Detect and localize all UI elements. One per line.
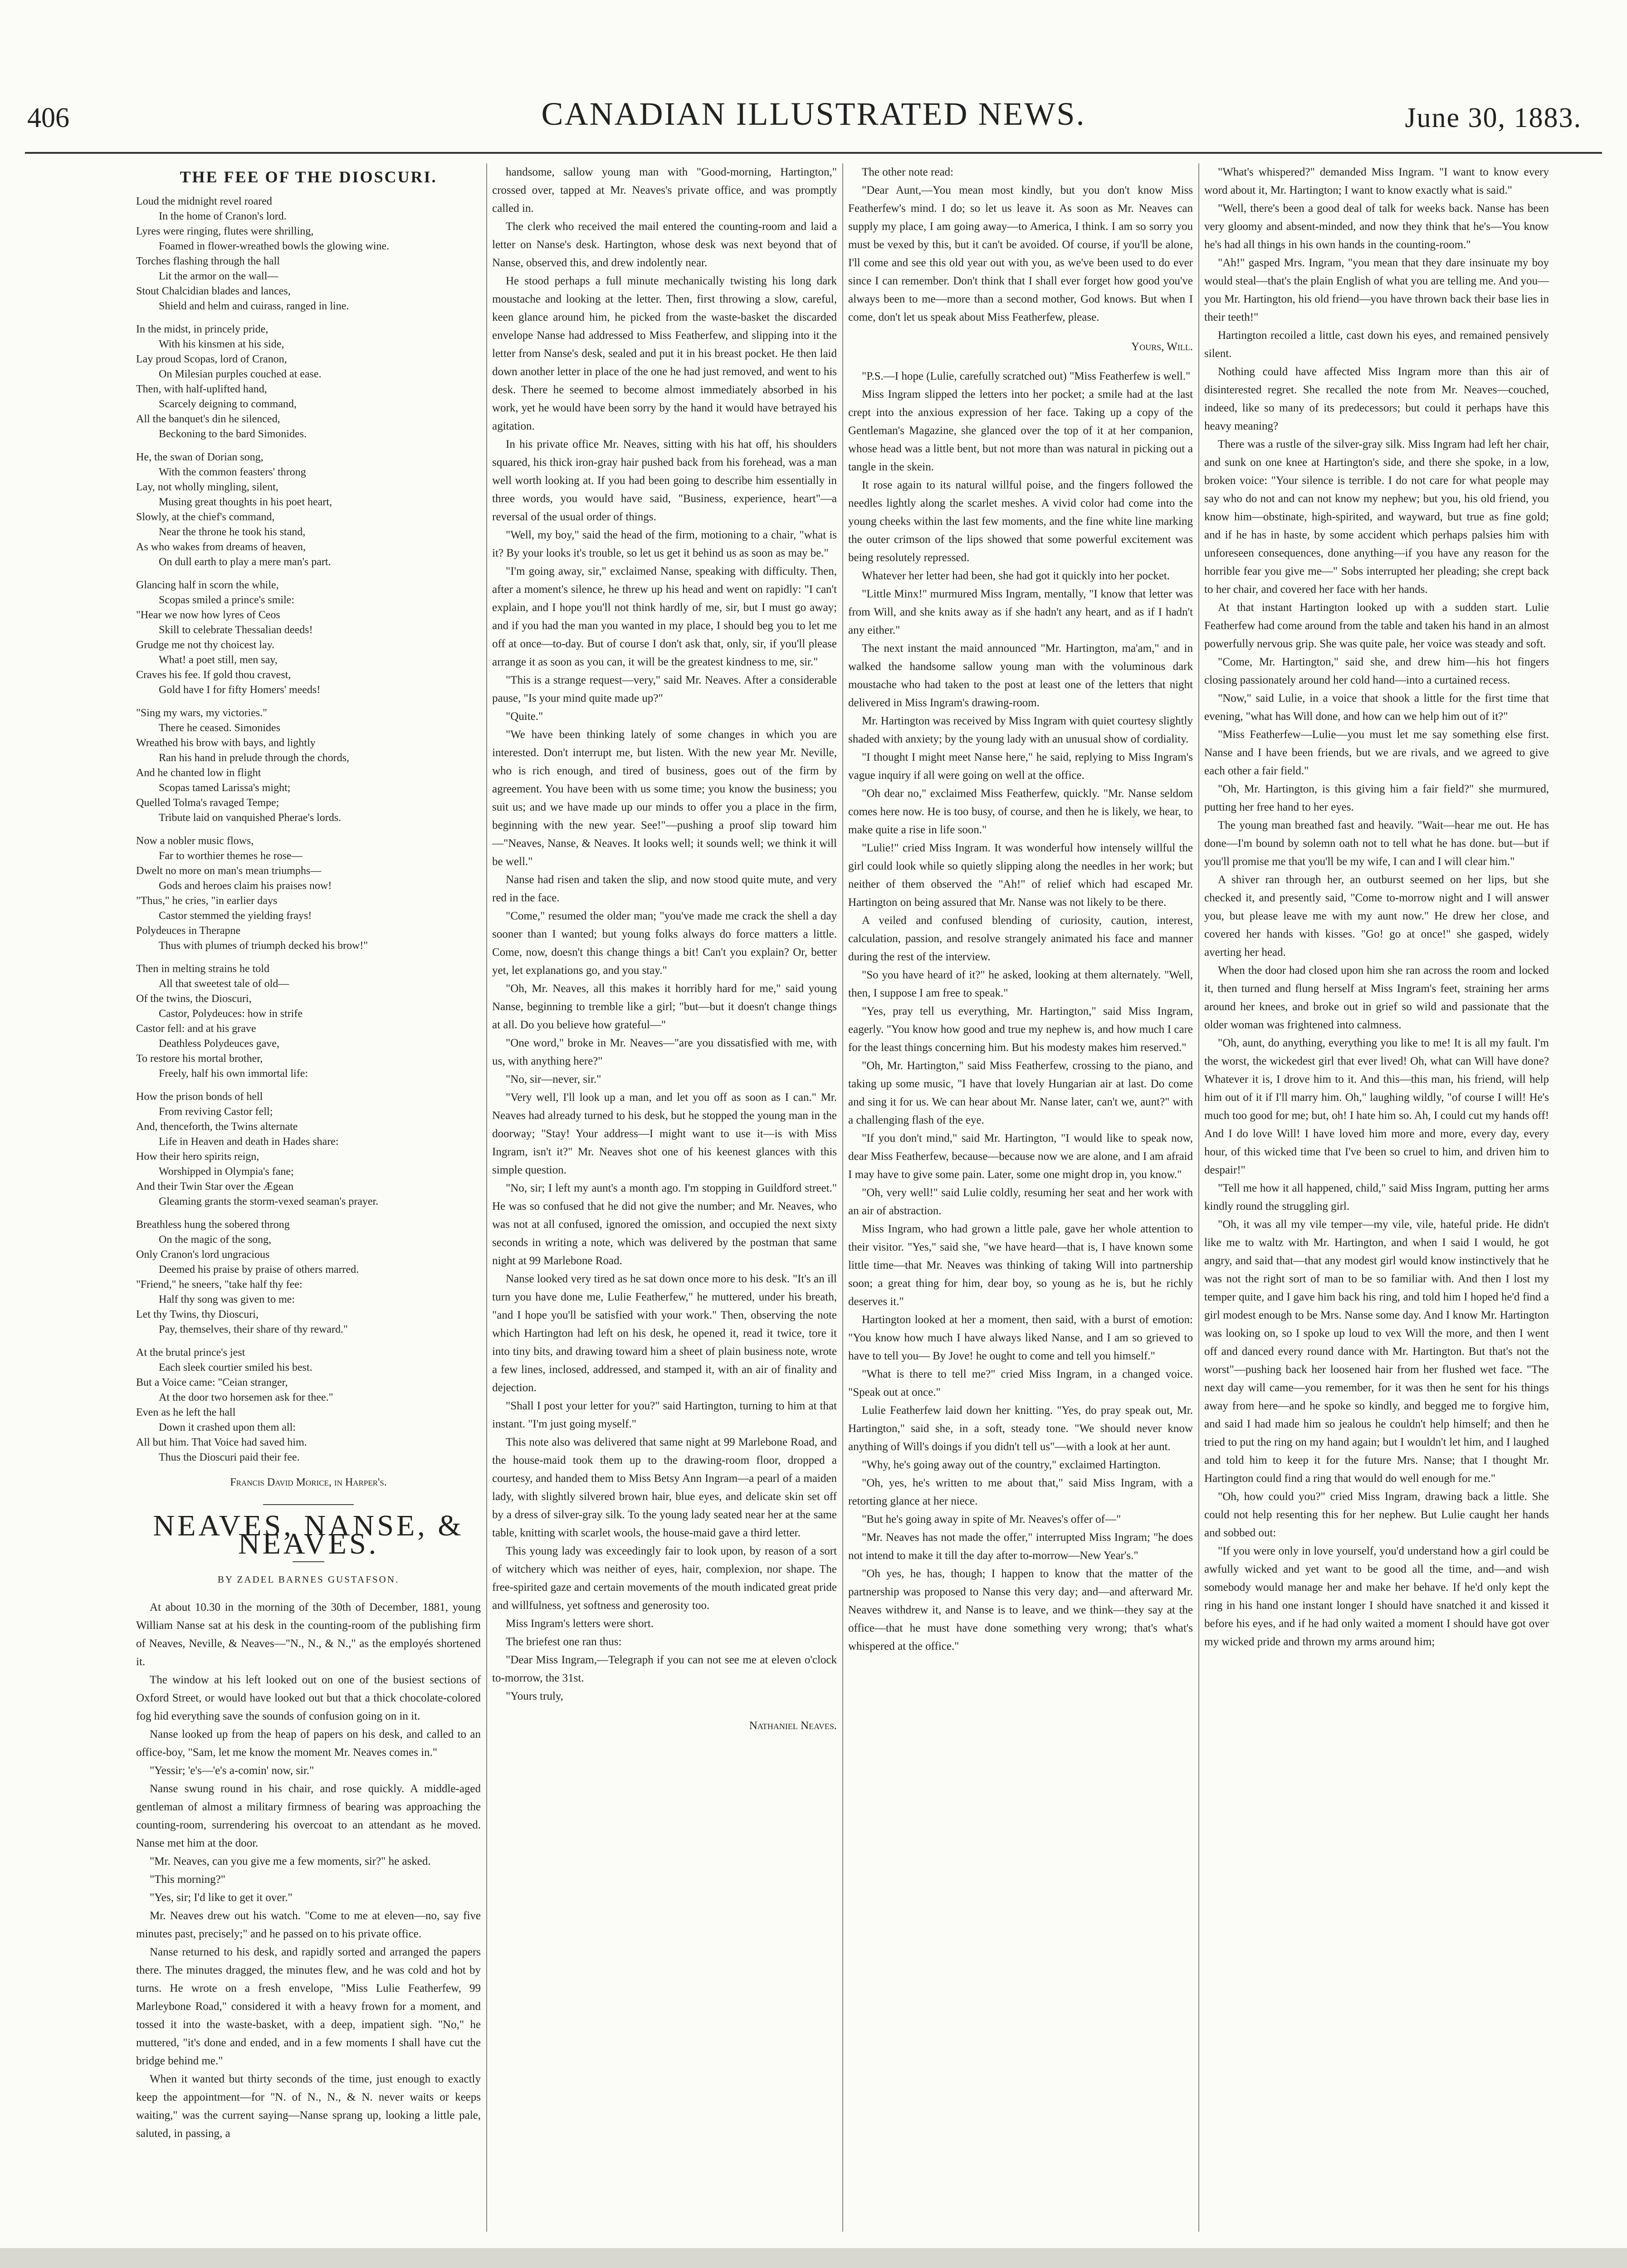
story-paragraph: When it wanted but thirty seconds of the time, just enough to exactly keep the appointment—for "N. of N., N., & N. never waits or keeps waiting," was the current saying—Nanse sprang up, looking a little pale, saluted, in passing, a bbox=[136, 2073, 481, 2140]
poem-line: With his kinsmen at his side, bbox=[159, 338, 284, 350]
story-paragraph: A shiver ran through her, an outburst seemed on her lips, but she checked it, and presently said, "Come to-morrow night and I will answer you, but please leave me with my aunt now." He drew her close, and covered her hands with kisses. "Go! go at once!" she gasped, widely averting her head. bbox=[1204, 874, 1549, 958]
story-text-col3 bbox=[848, 163, 1193, 1656]
story-paragraph: "Dear Aunt,—You mean most kindly, but you don't know Miss Featherfew's mind. I do; so let us leave it. As soon as Mr. Neaves can supply my place, I am going away—to America, I think. I am so sorry you must be vexed by this, but it can't be avoided. Of course, if you'll be alone, I'll come and see this old year out with you, as we've been used to do ever since I can remember. Don't think that I shall ever forget how good you've always been to me—more than a second mother, God knows. But when I come, don't let us speak about Miss Featherfew, please. bbox=[848, 184, 1193, 323]
column-divider bbox=[486, 163, 487, 2232]
story-paragraph: "What is there to tell me?" cried Miss Ingram, in a changed voice. "Speak out at once." bbox=[848, 1368, 1193, 1398]
story-paragraph: "Oh, how could you?" cried Miss Ingram, drawing back a little. She could not help resenting this for her nephew. But Lulie caught her hands and sobbed out: bbox=[1204, 1491, 1549, 1539]
poem-line: Gods and heroes claim his praises now! bbox=[159, 880, 332, 892]
story-paragraph: Nanse looked up from the heap of papers on his desk, and called to an office-boy, "Sam, let me know the moment Mr. Neaves comes in." bbox=[136, 1728, 481, 1759]
story-paragraph: Whatever her letter had been, she had got it quickly into her pocket. bbox=[862, 570, 1170, 582]
story-paragraph: "But he's going away in spite of Mr. Neaves's offer of—" bbox=[862, 1513, 1121, 1525]
story-paragraph: "Quite." bbox=[506, 710, 543, 723]
story-paragraph: "Oh yes, he has, though; I happen to know that the matter of the partnership was proposed to Nanse this very day; and—and afterward Mr. Neaves withdrew it, and Nanse is to leave, and we think—they say at the office—that he must have done something very wrong; that's what's whispered at the office." bbox=[848, 1568, 1193, 1652]
poem-line: All the banquet's din he silenced, bbox=[136, 413, 280, 425]
story-paragraph: "I'm going away, sir," exclaimed Nanse, speaking with difficulty. Then, after a moment's silence, he threw up his head and went on rapidly: "I can't explain, and I hope you'll not think hardly of me, sir, but I must go away; and if you had the man you wanted in my place, I should beg you to let me off at once—to-day. But of course I don't ask that, only, sir, if you'll please arrange it as soon as you can, it will be the greatest kindness to me, sir." bbox=[492, 565, 837, 668]
poem-line: Even as he left the hall bbox=[136, 1407, 236, 1418]
story-title: NEAVES, NANSE, & NEAVES. bbox=[153, 1509, 464, 1560]
column-2 bbox=[492, 163, 837, 2232]
poem-line: Freely, half his own immortal life: bbox=[159, 1068, 308, 1080]
poem-line: Lyres were ringing, flutes were shrilling, bbox=[136, 225, 314, 237]
poem-line: At the brutal prince's jest bbox=[136, 1347, 245, 1359]
story-paragraph: "Oh, Mr. Hartington, is this giving him a fair field?" she murmured, putting her free hand to her eyes. bbox=[1204, 783, 1549, 813]
story-paragraph: The briefest one ran thus: bbox=[506, 1636, 622, 1648]
poem-line: But a Voice came: "Ceian stranger, bbox=[136, 1377, 288, 1388]
story-paragraph: "Well, my boy," said the head of the firm, motioning to a chair, "what is it? By your looks it's trouble, so let us get it behind us as soon as may be." bbox=[492, 529, 837, 559]
poem-line: How the prison bonds of hell bbox=[136, 1091, 263, 1103]
story-paragraph: "Yes, pray tell us everything, Mr. Hartington," said Miss Ingram, eagerly. "You know how good and true my nephew is, and how much I care for the least things concerning him. But his modesty makes him reserved." bbox=[848, 1005, 1193, 1054]
poem-stanza bbox=[136, 450, 481, 570]
poem-line: In the home of Cranon's lord. bbox=[159, 210, 287, 222]
story-paragraph: The other note read: bbox=[862, 166, 953, 178]
poem-line: Grudge me not thy choicest lay. bbox=[136, 639, 275, 651]
poem-line: Castor stemmed the yielding frays! bbox=[159, 910, 312, 922]
poem-line: On dull earth to play a mere man's part. bbox=[159, 556, 331, 568]
poem-line: How their hero spirits reign, bbox=[136, 1151, 259, 1163]
story-text-col4 bbox=[1204, 163, 1549, 1651]
story-paragraph: "Yes, sir; I'd like to get it over." bbox=[150, 1892, 293, 1904]
story-paragraph: "This is a strange request—very," said Mr. Neaves. After a considerable pause, "Is your mind quite made up?" bbox=[492, 674, 837, 704]
story-paragraph: "What's whispered?" demanded Miss Ingram. "I want to know every word about it, Mr. Hartington; I want to know exactly what is said." bbox=[1204, 166, 1549, 196]
poem-stanza bbox=[136, 194, 481, 314]
column-1 bbox=[136, 163, 481, 2232]
story-paragraph: A veiled and confused blending of curiosity, caution, interest, calculation, passion, and resolve strangely animated his face and manner during the rest of the interview. bbox=[848, 914, 1193, 963]
poem-line: Each sleek courtier smiled his best. bbox=[159, 1362, 313, 1374]
poem-line: Glancing half in scorn the while, bbox=[136, 579, 279, 591]
poem-line: He, the swan of Dorian song, bbox=[136, 451, 264, 463]
story-paragraph: Mr. Hartington was received by Miss Ingram with quiet courtesy slightly shaded with anxiety; by the young lady with an unusual show of cordiality. bbox=[848, 715, 1193, 745]
poem-stanza bbox=[136, 1345, 481, 1465]
poem-line: Worshipped in Olympia's fane; bbox=[159, 1166, 294, 1178]
signature: Nathaniel Neaves. bbox=[749, 1720, 837, 1732]
poem-line: "Hear we now how lyres of Ceos bbox=[136, 609, 280, 621]
poem-line: Lit the armor on the wall— bbox=[159, 270, 278, 282]
column-4 bbox=[1204, 163, 1549, 2232]
poem-body bbox=[136, 194, 481, 1465]
poem-line: Deathless Polydeuces gave, bbox=[159, 1038, 279, 1050]
issue-date: June 30, 1883. bbox=[1405, 103, 1582, 133]
poem-line: Lay, not wholly mingling, silent, bbox=[136, 481, 278, 493]
poem-line: Scopas tamed Larissa's might; bbox=[159, 782, 291, 794]
poem-line: Pay, themselves, their share of thy reward." bbox=[159, 1324, 348, 1335]
story-paragraph: "No, sir; I left my aunt's a month ago. I'm stopping in Guildford street." He was so confused that he did not give the number; and Mr. Neaves, who was not at all confused, ignored the omission, and occupied the next sixty seconds in writing a note, which was delivered by the postman that same night at 99 Marlebone Road. bbox=[492, 1182, 837, 1267]
story-byline: BY ZADEL BARNES GUSTAFSON. bbox=[217, 1574, 400, 1585]
poem-line: Let thy Twins, thy Dioscuri, bbox=[136, 1309, 259, 1320]
poem-line: Skill to celebrate Thessalian deeds! bbox=[159, 624, 313, 636]
poem-line: Torches flashing through the hall bbox=[136, 255, 280, 267]
story-paragraph: The next instant the maid announced "Mr. Hartington, ma'am," and in walked the handsome sallow young man with the voluminous dark moustache who had taken to the post at least one of the letters that night delivered in Miss Ingram's drawing-room. bbox=[848, 642, 1193, 709]
story-paragraph: Miss Ingram's letters were short. bbox=[506, 1618, 654, 1630]
story-paragraph: There was a rustle of the silver-gray silk. Miss Ingram had left her chair, and sunk on one knee at Hartington's side, and there she spoke, in a low, broken voice: "Your silence is terrible. I do not care for what people may say who do not and can not know my nephew; but you, his old friend, you know him—obstinate, high-spirited, and wayward, but true as fine gold; and if he has in haste, by some accident which perhaps palsies him with unforeseen consequences, done anything—if you have any reason for the horrible fear you give me—" Sobs interrupted her pleading; she crept back to her chair, and covered her face with her hands. bbox=[1204, 438, 1549, 596]
story-paragraph: Nanse had risen and taken the slip, and now stood quite mute, and very red in the face. bbox=[492, 874, 837, 904]
story-paragraph: "Little Minx!" murmured Miss Ingram, mentally, "I know that letter was from Will, and she knits away as if she hadn't any heart, and as if I hadn't any either." bbox=[848, 588, 1193, 636]
story-paragraph: "This morning?" bbox=[150, 1873, 225, 1886]
poem-line: To restore his mortal brother, bbox=[136, 1053, 263, 1065]
poem-line: With the common feasters' throng bbox=[159, 466, 306, 478]
poem-line: Breathless hung the sobered throng bbox=[136, 1219, 290, 1231]
poem-attribution: Francis David Morice, in Harper's. bbox=[230, 1476, 387, 1488]
poem-line: Only Cranon's lord ungracious bbox=[136, 1249, 270, 1261]
story-paragraph: "Miss Featherfew—Lulie—you must let me say something else first. Nanse and I have been friends, but we are rivals, and we agreed to give each other a fair field." bbox=[1204, 728, 1549, 777]
story-paragraph: "Oh, yes, he's written to me about that," said Miss Ingram, with a retorting glance at her niece. bbox=[848, 1477, 1193, 1507]
poem-line: There he ceased. Simonides bbox=[159, 722, 280, 734]
story-paragraph: Miss Ingram, who had grown a little pale, gave her whole attention to their visitor. "Yes," said she, "we have heard—that is, I have known some little time—that Mr. Neaves was thinking of taking Will into partnership soon; a great thing for him, dear boy, so young as he is, but he richly deserves it." bbox=[848, 1223, 1193, 1308]
story-paragraph: Hartington looked at her a moment, then said, with a burst of emotion: "You know how much I have always liked Nanse, and I am so grieved to have to tell you— By Jove! he ought to come and tell you himself." bbox=[848, 1314, 1193, 1362]
poem-line: Quelled Tolma's ravaged Tempe; bbox=[136, 797, 279, 809]
story-paragraph: Lulie Featherfew laid down her knitting. "Yes, do pray speak out, Mr. Hartington," said she, in a soft, steady tone. "We should never know anything of Will's doings if you didn't tell us"—with a look at her aunt. bbox=[848, 1404, 1193, 1453]
poem-stanza bbox=[136, 1090, 481, 1209]
story-paragraph: "Yessir; 'e's—'e's a-comin' now, sir." bbox=[150, 1765, 314, 1777]
poem-line: Loud the midnight revel roared bbox=[136, 196, 272, 207]
story-paragraph: Hartington recoiled a little, cast down his eyes, and remained pensively silent. bbox=[1204, 329, 1549, 360]
story-paragraph: "No, sir—never, sir." bbox=[506, 1073, 601, 1085]
story-paragraph: "Oh, aunt, do anything, everything you like to me! It is all my fault. I'm the worst, the wickedest girl that ever lived! Oh, what can Will have done? Whatever it is, I drove him to it. And this—this man, his friend, will help him out of it if I'll marry him. Oh," laughing wildly, "of course I will! He's much too good for me; but, oh! I hate him so. Ah, I could cut my hands off! And I do love Will! I have loved him more and more, every day, every hour, of this wicked time that I've been so cruel to him, and driven him to despair!" bbox=[1204, 1037, 1549, 1176]
story-paragraph: At that instant Hartington looked up with a sudden start. Lulie Featherfew had come around from the table and taken his hand in an almost powerfully nervous grip. She was quite pale, her voice was steady and soft. bbox=[1204, 601, 1549, 650]
story-paragraph: In his private office Mr. Neaves, sitting with his hat off, his shoulders squared, his thick iron-gray hair pushed back from his forehead, was a man well worth looking at. If you had been going to describe him essentially in three words, you would have said, "Business, experience, heart"—a reversal of the usual order of things. bbox=[492, 438, 837, 523]
poem-line: And their Twin Star over the Ægean bbox=[136, 1181, 294, 1193]
poem-line: Now a nobler music flows, bbox=[136, 835, 254, 847]
newspaper-title: CANADIAN ILLUSTRATED NEWS. bbox=[541, 96, 1086, 132]
poem-line: Near the throne he took his stand, bbox=[159, 526, 306, 538]
poem-line: Foamed in flower-wreathed bowls the glowing wine. bbox=[159, 240, 390, 252]
poem-line: Stout Chalcidian blades and lances, bbox=[136, 285, 291, 297]
story-text-col2 bbox=[492, 163, 837, 1706]
poem-line: "Friend," he sneers, "take half thy fee: bbox=[136, 1279, 303, 1290]
story-paragraph: "Oh, very well!" said Lulie coldly, resuming her seat and her work with an air of abstraction. bbox=[848, 1187, 1193, 1217]
story-paragraph: "One word," broke in Mr. Neaves—"are you dissatisfied with me, with us, with anything here?" bbox=[492, 1037, 837, 1067]
poem-line: All that sweetest tale of old— bbox=[159, 978, 289, 990]
story-paragraph: At about 10.30 in the morning of the 30th of December, 1881, young William Nanse sat at his desk in the counting-room of the publishing firm of Neaves, Neville, & Neaves—"N., N., & N.," as the employés shortened it. bbox=[136, 1601, 481, 1668]
story-paragraph: Nanse returned to his desk, and rapidly sorted and arranged the papers there. The minutes dragged, the minutes flew, and he was cold and hot by turns. He wrote on a fresh envelope, "Miss Lulie Featherfew, 99 Marleybone Road," considered it with a heavy frown for a moment, and tossed it into the waste-basket, with a deep, impatient sigh. "No," he muttered, "it's done and ended, and in a few moments I shall have cut the bridge behind me." bbox=[136, 1946, 481, 2067]
story-paragraph: Nothing could have affected Miss Ingram more than this air of disinterested regret. She recalled the note from Mr. Neaves—couched, indeed, like so many of its predecessors; but could it perhaps have this heavy meaning? bbox=[1204, 366, 1549, 432]
poem-line: Lay proud Scopas, lord of Cranon, bbox=[136, 353, 287, 365]
story-paragraph: "Oh, Mr. Hartington," said Miss Featherfew, crossing to the piano, and taking up some music, "I have that lovely Hungarian air at last. Do come and sing it for us. We can hear about Mr. Nanse later, can't we, aunt?" with a challenging flash of the eye. bbox=[848, 1060, 1193, 1126]
poem-line: Dwelt no more on man's mean triumphs— bbox=[136, 865, 322, 877]
story-paragraph: "Come, Mr. Hartington," said she, and drew him—his hot fingers closing passionately around her cold hand—into a curtained recess. bbox=[1204, 656, 1549, 686]
page-bottom-edge bbox=[0, 2248, 1627, 2268]
poem-stanza bbox=[136, 962, 481, 1081]
story-text-col1 bbox=[136, 1598, 481, 2143]
poem-line: Half thy song was given to me: bbox=[159, 1294, 295, 1305]
poem-line: From reviving Castor fell; bbox=[159, 1106, 273, 1118]
poem-stanza bbox=[136, 578, 481, 698]
poem-line: On Milesian purples couched at ease. bbox=[159, 368, 322, 380]
poem-line: Gleaming grants the storm-vexed seaman's prayer. bbox=[159, 1196, 379, 1207]
poem-line: Wreathed his brow with bays, and lightly bbox=[136, 737, 316, 749]
poem-line: Gold have I for fifty Homers' meeds! bbox=[159, 684, 321, 696]
poem-stanza bbox=[136, 834, 481, 953]
poem-line: "Sing my wars, my victories." bbox=[136, 707, 267, 719]
story-paragraph: "Lulie!" cried Miss Ingram. It was wonderful how intensely willful the girl could look while so quietly slipping along the needles in her work; but neither of them observed the "Ah!" of relief which had escaped Mr. Hartington on being assured that Mr. Nanse was not likely to be there. bbox=[848, 842, 1193, 909]
signature: Yours, Will. bbox=[1131, 341, 1193, 353]
poem-line: Then in melting strains he told bbox=[136, 963, 269, 975]
poem-line: Craves his fee. If gold thou cravest, bbox=[136, 669, 291, 681]
poem-line: What! a poet still, men say, bbox=[159, 654, 278, 666]
poem-line: Down it crashed upon them all: bbox=[159, 1422, 296, 1433]
story-paragraph: "Yours truly, bbox=[506, 1690, 563, 1702]
poem-line: Life in Heaven and death in Hades share: bbox=[159, 1136, 339, 1148]
story-paragraph: "Well, there's been a good deal of talk for weeks back. Nanse has been very gloomy and absent-minded, and now they think that he's—You know he's had all things in his own hands in the counting-room." bbox=[1204, 202, 1549, 251]
poem-stanza bbox=[136, 1217, 481, 1337]
story-paragraph: Miss Ingram slipped the letters into her pocket; a smile had at the last crept into the anxious expression of her face. Taking up a copy of the Gentleman's Magazine, she glanced over the top of it at her companion, whose head was a little bent, but not more than was natural in picking out a tangle in the skein. bbox=[848, 388, 1193, 473]
column-3 bbox=[848, 163, 1193, 2232]
story-paragraph: "Oh, Mr. Neaves, all this makes it horribly hard for me," said young Nanse, beginning to tremble like a girl; "but—but it doesn't change things at all. Do you believe how grateful—" bbox=[492, 982, 837, 1031]
poem-line: And he chanted low in flight bbox=[136, 767, 261, 779]
poem-line: Of the twins, the Dioscuri, bbox=[136, 993, 252, 1005]
story-paragraph: The clerk who received the mail entered the counting-room and laid a letter on Nanse's desk. Hartington, whose desk was next beyond that of Nanse, observed this, and drew indolently near. bbox=[492, 220, 837, 269]
poem-line: Ran his hand in prelude through the chords, bbox=[159, 752, 349, 764]
story-paragraph: "Oh dear no," exclaimed Miss Featherfew, quickly. "Mr. Nanse seldom comes here now. He is too busy, of course, and then he is likely, we hear, to make quite a rise in life soon." bbox=[848, 787, 1193, 836]
poem-line: At the door two horsemen ask for thee." bbox=[159, 1392, 333, 1403]
masthead bbox=[27, 95, 1600, 145]
story-paragraph: "Dear Miss Ingram,—Telegraph if you can not see me at eleven o'clock to-morrow, the 31st. bbox=[492, 1654, 837, 1684]
story-paragraph: The window at his left looked out on one of the busiest sections of Oxford Street, or would have looked out but that a thick chocolate-colored fog hid everything save the sounds of confusion going on in it. bbox=[136, 1674, 481, 1722]
story-paragraph: Nanse looked very tired as he sat down once more to his desk. "It's an ill turn you have done me, Lulie Featherfew," he muttered, under his breath, "and I hope you'll be satisfied with your work." Then, observing the note which Hartington had left on his desk, he opened it, read it twice, tore it into tiny bits, and drawing toward him a sheet of plain business note, wrote a few lines, inclosed, addressed, and stamped it, with an air of finality and dejection. bbox=[492, 1273, 837, 1394]
poem-line: On the magic of the song, bbox=[159, 1234, 271, 1246]
poem-line: Scarcely deigning to command, bbox=[159, 398, 297, 410]
story-paragraph: "If you were only in love yourself, you'd understand how a girl could be awfully wicked and yet want to be good all the time, and—and wish somebody would manage her and make her behave. If he'd only kept the ring in his hand one instant longer I should have snatched it and kissed it before his eyes, and if he had only waited a moment I should have got over my wicked pride and thrown my arms around him; bbox=[1204, 1545, 1549, 1648]
story-paragraph: "Mr. Neaves has not made the offer," interrupted Miss Ingram; "he does not intend to make it till the day after to-morrow—New Year's." bbox=[848, 1531, 1193, 1562]
story-paragraph: "P.S.—I hope (Lulie, carefully scratched out) "Miss Featherfew is well." bbox=[862, 370, 1191, 382]
poem-line: Castor fell: and at his grave bbox=[136, 1023, 256, 1035]
poem-stanza bbox=[136, 322, 481, 442]
poem-title: THE FEE OF THE DIOSCURI. bbox=[180, 168, 437, 186]
story-paragraph: This note also was delivered that same night at 99 Marlebone Road, and the house-maid took them up to the drawing-room floor, dropped a courtesy, and handed them to Miss Betsy Ann Ingram—a pearl of a maiden lady, with slightly silvered brown hair, blue eyes, and delicate skin set off by a dress of silver-gray silk. To the young lady seated near her at the same table, knitting with scarlet wools, the house-maid gave a third letter. bbox=[492, 1436, 837, 1539]
poem-line: Polydeuces in Therapne bbox=[136, 925, 241, 937]
poem-stanza bbox=[136, 706, 481, 826]
story-paragraph: "Come," resumed the older man; "you've made me crack the shell a day sooner than I wanted; but young folks always do force matters a little. Come, now, doesn't this change things a bit! Can't you explain? Or, better yet, let explanations go, and you stay." bbox=[492, 910, 837, 977]
header-rule bbox=[25, 152, 1602, 154]
poem-line: Then, with half-uplifted hand, bbox=[136, 383, 267, 395]
poem-line: Castor, Polydeuces: how in strife bbox=[159, 1008, 303, 1020]
story-paragraph: "Tell me how it all happened, child," said Miss Ingram, putting her arms kindly round the struggling girl. bbox=[1204, 1182, 1549, 1212]
story-paragraph: "Ah!" gasped Mrs. Ingram, "you mean that they dare insinuate my boy would steal—that's the plain English of what you are telling me. And you—you Mr. Hartington, his old friend—you have thrown back their base lies in their teeth!" bbox=[1204, 257, 1549, 323]
poem-line: Thus the Dioscuri paid their fee. bbox=[159, 1452, 300, 1463]
story-paragraph: "Why, he's going away out of the country," exclaimed Hartington. bbox=[862, 1459, 1161, 1471]
poem-line: And, thenceforth, the Twins alternate bbox=[136, 1121, 298, 1133]
story-paragraph: "We have been thinking lately of some changes in which you are interested. Don't interrupt me, but listen. With the new year Mr. Neville, who is rich enough, and tired of business, goes out of the firm by agreement. You have been with us some time; you know the business; you suit us; and we have made up our minds to offer you a place in the firm, beginning with the new year. See!"—pushing a proof slip toward him—"Neaves, Nanse, & Neaves. It looks well; it sounds well; we think it will be well." bbox=[492, 728, 837, 868]
poem-line: In the midst, in princely pride, bbox=[136, 323, 269, 335]
poem-line: As who wakes from dreams of heaven, bbox=[136, 541, 306, 553]
story-paragraph: The young man breathed fast and heavily. "Wait—hear me out. He has done—I'm bound by solemn oath not to tell what he has done. but—but if you'll promise me that you'll be my wife, I can and I will clear him." bbox=[1204, 819, 1549, 868]
story-paragraph: handsome, sallow young man with "Good-morning, Hartington," crossed over, tapped at Mr. Neaves's private office, and was promptly called in. bbox=[492, 166, 837, 215]
story-paragraph: "Now," said Lulie, in a voice that shook a little for the first time that evening, "what has Will done, and how can we help him out of it?" bbox=[1204, 692, 1549, 723]
title-rule bbox=[293, 1561, 324, 1562]
story-paragraph: "Shall I post your letter for you?" said Hartington, turning to him at that instant. "I'm just going myself." bbox=[492, 1400, 837, 1430]
story-paragraph: This young lady was exceedingly fair to look upon, by reason of a sort of witchery which was neither of eyes, hair, complexion, nor shape. The free-spirited gaze and certain movements of the mouth indicated great pride and willfulness, yet softness and generosity too. bbox=[492, 1545, 837, 1612]
poem-line: All but him. That Voice had saved him. bbox=[136, 1437, 307, 1448]
story-paragraph: Nanse swung round in his chair, and rose quickly. A middle-aged gentleman of almost a military firmness of bearing was approaching the counting-room, surrendering his overcoat to an attendant as he moved. Nanse met him at the door. bbox=[136, 1783, 481, 1849]
poem-line: Musing great thoughts in his poet heart, bbox=[159, 496, 332, 508]
section-rule bbox=[263, 1504, 354, 1505]
story-paragraph: Mr. Neaves drew out his watch. "Come to me at eleven—no, say five minutes past, precisely;" and he passed on to his private office. bbox=[136, 1910, 481, 1940]
column-divider bbox=[842, 163, 843, 2232]
story-paragraph: When the door had closed upon him she ran across the room and locked it, then turned and flung herself at Miss Ingram's feet, straining her arms around her knees, and broke out in grief so wild and passionate that the older woman was frightened into calmness. bbox=[1204, 964, 1549, 1031]
poem-line: Deemed his praise by praise of others marred. bbox=[159, 1264, 359, 1276]
story-paragraph: "Mr. Neaves, can you give me a few moments, sir?" he asked. bbox=[150, 1855, 431, 1867]
story-paragraph: "Very well, I'll look up a man, and let you off as soon as I can." Mr. Neaves had already turned to his desk, but he stopped the young man in the doorway; "Stay! Your address—I might want to use it—is with Miss Ingram, isn't it?" Mr. Neaves shot one of his keenest glances with this simple question. bbox=[492, 1091, 837, 1176]
poem-line: "Thus," he cries, "in earlier days bbox=[136, 895, 278, 907]
column-divider bbox=[1198, 163, 1199, 2232]
story-paragraph: It rose again to its natural willful poise, and the fingers followed the needles lightly along the scarlet meshes. A vivid color had come into the young cheeks within the last few moments, and the fine white line marking the outer crimson of the lips showed that some powerful excitement was being resolutely repressed. bbox=[848, 479, 1193, 564]
poem-line: Far to worthier themes he rose— bbox=[159, 850, 303, 862]
poem-line: Thus with plumes of triumph decked his brow!" bbox=[159, 940, 368, 952]
story-paragraph: "So you have heard of it?" he asked, looking at them alternately. "Well, then, I suppose I am free to speak." bbox=[848, 969, 1193, 999]
story-paragraph: "I thought I might meet Nanse here," he said, replying to Miss Ingram's vague inquiry if all were going on well at the office. bbox=[848, 751, 1193, 782]
story-paragraph: "Oh, it was all my vile temper—my vile, vile, hateful pride. He didn't like me to waltz with Mr. Hartington, and when I said I would, he got angry, and said that—that any modest girl would know instinctively that he was not the right sort of man to be so familiar with. And then I lost my temper quite, and I gave him back his ring, and told him I hoped he'd find a girl modest enough to be Mrs. Nanse some day. And I know Mr. Hartington was looking on, so I spoke up loud to vex Will the more, and then I went off and danced every round dance with Mr. Hartington. But that's not the worst"—pushing back her loosened hair from her flushed wet face. "The next day will came—you remember, for it was then he sent for his things away from here—and he spoke so kindly, and begged me to forgive him, and said I had made him so jealous he couldn't help himself; and then he tried to put the ring on my hand again; but I wouldn't let him, and I laughed and told him to keep it for the future Mrs. Nanse; that I thought Mr. Hartington could find a ring that would do well enough for me." bbox=[1204, 1218, 1549, 1485]
poem-line: Scopas smiled a prince's smile: bbox=[159, 594, 294, 606]
poem-line: Shield and helm and cuirass, ranged in line. bbox=[159, 300, 349, 312]
poem-line: Tribute laid on vanquished Pherae's lords. bbox=[159, 812, 342, 824]
story-paragraph: "If you don't mind," said Mr. Hartington, "I would like to speak now, dear Miss Featherfew, because—because now we are alone, and I am afraid I may have to give some pain. Later, some one might drop in, you know." bbox=[848, 1132, 1193, 1181]
page-number: 406 bbox=[27, 103, 69, 133]
story-paragraph: He stood perhaps a full minute mechanically twisting his long dark moustache and looking at the letter. Then, first throwing a slow, careful, keen glance around him, he picked from the waste-basket the discarded envelope Nanse had addressed to Miss Featherfew, and slipping into it the letter from Nanse's desk, sealed and put it in his breast pocket. He then laid down another letter in place of the one he had just removed, and went to his desk. There he seemed to become almost immediately absorbed in his work, yet he would have been sorry by the hand it would have betrayed his agitation. bbox=[492, 275, 837, 432]
poem-line: Beckoning to the bard Simonides. bbox=[159, 428, 307, 440]
poem-line: Slowly, at the chief's command, bbox=[136, 511, 275, 523]
